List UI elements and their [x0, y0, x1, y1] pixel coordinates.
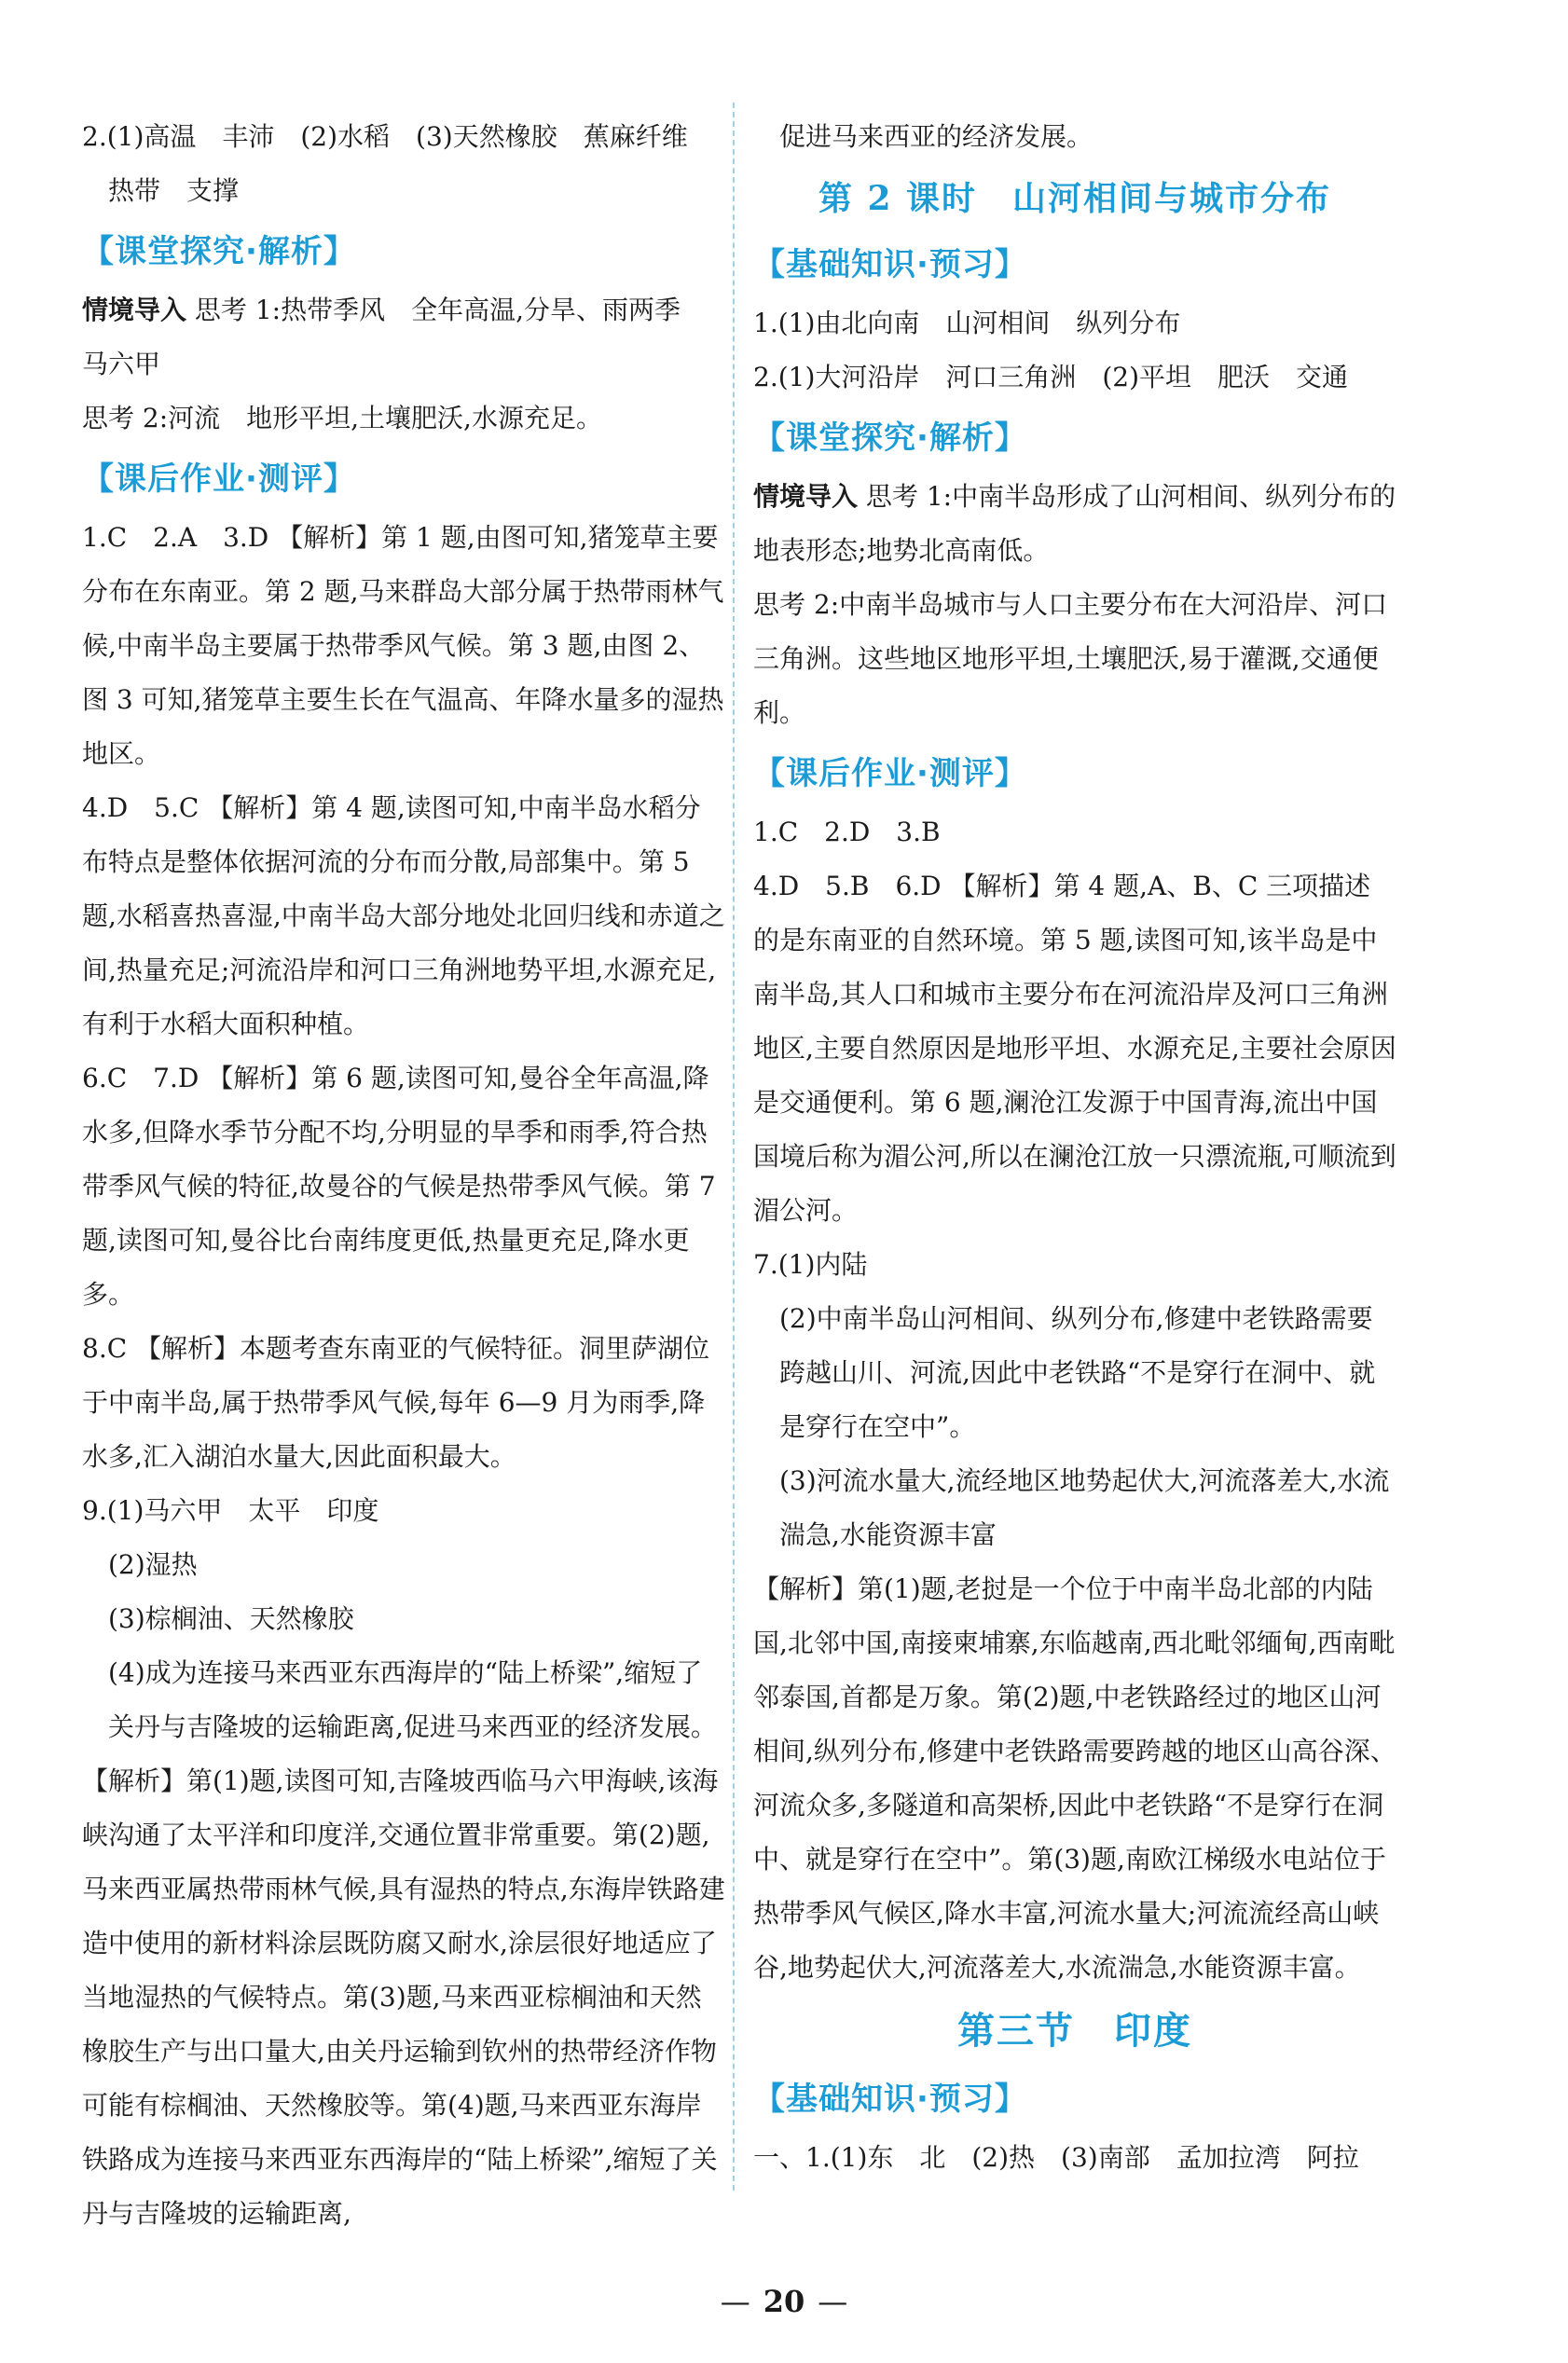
section-3-title: 第三节 印度	[957, 2009, 1192, 2053]
section-3-answer-1: 一、1.(1)东 北 (2)热 (3)南部 孟加拉湾 阿拉	[753, 2142, 1359, 2173]
column-divider	[733, 103, 735, 2191]
right-answer-4-6: 4.D 5.B 6.D 【解析】第 4 题,A、B、C 三项描述的是东南亚的自然环境。第 5 题,读图可知,该半岛是中南半岛,其人口和城市主要分布在河流沿岸及河口三角洲地区,主要自然原因是地形平坦、水源充足,主要社会原因是交通便利。第 6 题,澜沧江发源于中国青海,流出中国国境后称为湄公河,所以在澜沧江放一只漂流瓶,可顺流到湄公河。	[753, 871, 1396, 1226]
answer-4-5: 4.D 5.C 【解析】第 4 题,读图可知,中南半岛水稻分布特点是整体依据河流的分布而分散,局部集中。第 5 题,水稻喜热喜湿,中南半岛大部分地处北回归线和赤道之间,热量充足;河流沿岸和河口三角洲地势平坦,水源充足,有利于水稻大面积种植。	[82, 792, 725, 1039]
right-answer-7-3: (3)河流水量大,流经地区地势起伏大,河流落差大,水流湍急,水能资源丰富	[779, 1465, 1390, 1550]
answer-9-4: (4)成为连接马来西亚东西海岸的“陆上桥梁”,缩短了关丹与吉隆坡的运输距离,促进马来西亚的经济发展。	[108, 1657, 717, 1742]
answer-q2-line1: 2.(1)高温 丰沛 (2)水稻 (3)天然橡胶 蕉麻纤维	[82, 121, 688, 152]
lesson-2-title: 第 2 课时 山河相间与城市分布	[818, 179, 1332, 218]
right-column	[753, 110, 1396, 2185]
page-dash-right: —	[818, 2284, 848, 2319]
qingjing-think-1-right: 思考 1:中南半岛形成了山河相间、纵列分布的地表形态;地势北高南低。	[753, 481, 1396, 566]
page-dash-left: —	[720, 2284, 750, 2319]
section-heading-kehou: 【课后作业·测评】	[82, 460, 356, 498]
basic-answer-2: 2.(1)大河沿岸 河口三角洲 (2)平坦 肥沃 交通	[753, 362, 1349, 392]
qingjing-label-right: 情境导入	[753, 481, 859, 512]
qingjing-paragraph-right	[753, 470, 1396, 578]
section-heading-jichu: 【基础知识·预习】	[753, 246, 1027, 283]
answer-9-analysis: 【解析】第(1)题,读图可知,吉隆坡西临马六甲海峡,该海峡沟通了太平洋和印度洋,交通位置非常重要。第(2)题,马来西亚属热带雨林气候,具有湿热的特点,东海岸铁路建造中使用的新材料涂层既防腐又耐水,涂层很好地适应了当地湿热的气候特点。第(3)题,马来西亚棕榈油和天然橡胶生产与出口量大,由关丹运输到钦州的热带经济作物可能有棕榈油、天然橡胶等。第(4)题,马来西亚东海岸铁路成为连接马来西亚东西海岸的“陆上桥梁”,缩短了关丹与吉隆坡的运输距离,	[82, 1765, 725, 2229]
right-answer-1-3: 1.C 2.D 3.B	[753, 817, 941, 847]
answer-6-7: 6.C 7.D 【解析】第 6 题,读图可知,曼谷全年高温,降水多,但降水季节分配不均,分明显的旱季和雨季,符合热带季风气候的特征,故曼谷的气候是热带季风气候。第 7 题,读图可知,曼谷比台南纬度更低,热量更充足,降水更多。	[82, 1063, 716, 1310]
section-heading-ketang: 【课堂探究·解析】	[82, 233, 356, 270]
qingjing-think-1: 思考 1:热带季风 全年高温,分旱、雨两季	[194, 295, 681, 325]
answer-q2-line2: 热带 支撑	[108, 175, 240, 206]
answer-9-1: 9.(1)马六甲 太平 印度	[82, 1495, 379, 1526]
right-answer-7-analysis: 【解析】第(1)题,老挝是一个位于中南半岛北部的内陆国,北邻中国,南接柬埔寨,东临越南,西北毗邻缅甸,西南毗邻泰国,首都是万象。第(2)题,中老铁路经过的地区山河相间,纵列分布,修建中老铁路需要跨越的地区山高谷深、河流众多,多隧道和高架桥,因此中老铁路“不是穿行在洞中、就是穿行在空中”。第(3)题,南欧江梯级水电站位于热带季风气候区,降水丰富,河流水量大;河流流经高山峡谷,地势起伏大,河流落差大,水流湍急,水能资源丰富。	[753, 1573, 1396, 1983]
qingjing-paragraph-1	[82, 283, 725, 337]
answer-8: 8.C 【解析】本题考查东南亚的气候特征。洞里萨湖位于中南半岛,属于热带季风气候,每年 6—9 月为雨季,降水多,汇入湖泊水量大,因此面积最大。	[82, 1333, 710, 1472]
section-heading-kehou-right: 【课后作业·测评】	[753, 755, 1027, 792]
qingjing-think-1b: 马六甲	[82, 349, 161, 379]
left-column	[82, 110, 725, 2241]
section-heading-jichu-2: 【基础知识·预习】	[753, 2081, 1027, 2118]
basic-answer-1: 1.(1)由北向南 山河相间 纵列分布	[753, 308, 1181, 338]
right-answer-7-1: 7.(1)内陆	[753, 1249, 868, 1280]
qingjing-label: 情境导入	[82, 295, 187, 325]
right-answer-7-2: (2)中南半岛山河相间、纵列分布,修建中老铁路需要跨越山川、河流,因此中老铁路“不是穿行在洞中、就是穿行在空中”。	[779, 1303, 1376, 1442]
answer-9-3: (3)棕榈油、天然橡胶	[108, 1603, 354, 1634]
section-heading-ketang-right: 【课堂探究·解析】	[753, 419, 1027, 457]
qingjing-think-2-right: 思考 2:中南半岛城市与人口主要分布在大河沿岸、河口三角洲。这些地区地形平坦,土壤肥沃,易于灌溉,交通便利。	[753, 589, 1388, 728]
page-number-value: 20	[763, 2284, 805, 2319]
continuation-text: 促进马来西亚的经济发展。	[779, 121, 1093, 152]
answer-9-2: (2)湿热	[108, 1549, 198, 1580]
answer-1-3: 1.C 2.A 3.D 【解析】第 1 题,由图可知,猪笼草主要分布在东南亚。第 2 题,马来群岛大部分属于热带雨林气候,中南半岛主要属于热带季风气候。第 3 题,由图 2、图 3 可知,猪笼草主要生长在气温高、年降水量多的湿热地区。	[82, 522, 724, 769]
qingjing-think-2: 思考 2:河流 地形平坦,土壤肥沃,水源充足。	[82, 403, 602, 433]
page-number	[0, 2284, 1568, 2319]
